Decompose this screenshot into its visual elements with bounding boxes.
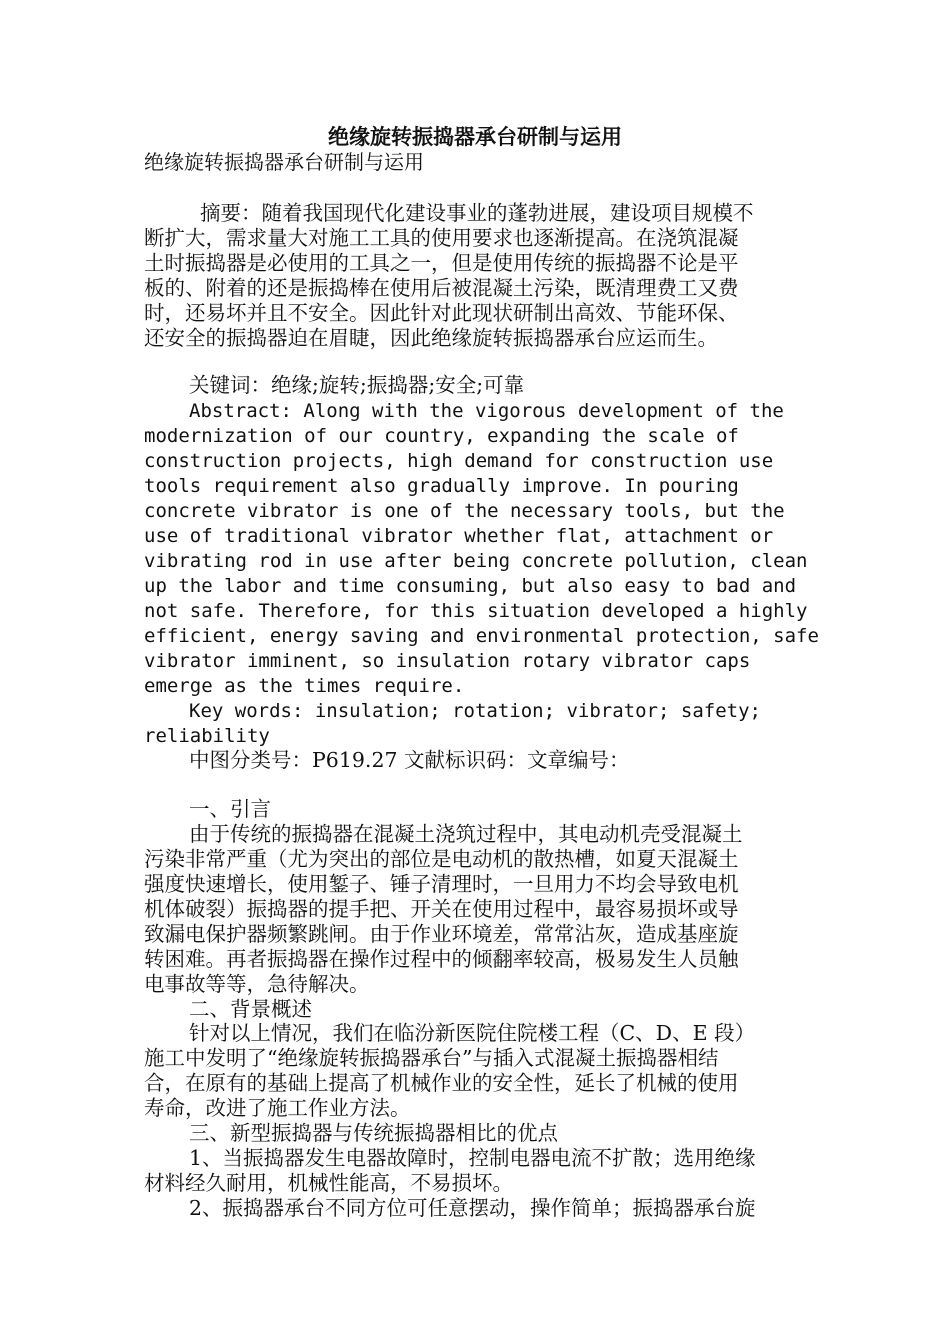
section-heading: 三、新型振捣器与传统振捣器相比的优点 bbox=[189, 1121, 558, 1145]
text-line: 污染非常严重（尤为突出的部位是电动机的散热槽，如夏天混凝土 bbox=[144, 847, 739, 871]
text-line: emerge as the times require. bbox=[144, 675, 465, 697]
text-line: 寿命，改进了施工作业方法。 bbox=[144, 1096, 411, 1120]
text-line: concrete vibrator is one of the necessary tools, but the bbox=[144, 500, 785, 522]
text-line: 针对以上情况，我们在临汾新医院住院楼工程（C、D、E 段） bbox=[189, 1021, 756, 1045]
text-line: reliability bbox=[144, 725, 270, 747]
text-line: 1、当振捣器发生电器故障时，控制电器电流不扩散；选用绝缘 bbox=[189, 1146, 756, 1170]
text-line: vibrating rod in use after being concrete pollution, clean bbox=[144, 550, 808, 572]
text-line: use of traditional vibrator whether flat, attachment or bbox=[144, 525, 774, 547]
text-line: 断扩大，需求量大对施工工具的使用要求也逐渐提高。在浇筑混凝 bbox=[144, 226, 739, 250]
keywords-line: 关键词：绝缘;旋转;振捣器;安全;可靠 bbox=[189, 373, 525, 397]
text-line: not safe. Therefore, for this situation developed a highly bbox=[144, 600, 808, 622]
text-line: Abstract: Along with the vigorous development of the bbox=[189, 400, 784, 422]
section-heading: 一、引言 bbox=[189, 797, 271, 821]
text-line: modernization of our country, expanding the scale of bbox=[144, 425, 739, 447]
document-title: 绝缘旋转振捣器承台研制与运用 bbox=[328, 125, 622, 149]
text-line: efficient, energy saving and environmental protection, safe bbox=[144, 625, 819, 647]
text-line: 时，还易坏并且不安全。因此针对此现状研制出高效、节能环保、 bbox=[144, 301, 739, 325]
text-line: 土时振捣器是必使用的工具之一，但是使用传统的振捣器不论是平 bbox=[144, 251, 739, 275]
text-line: 机体破裂）振捣器的提手把、开关在使用过程中，最容易损坏或导 bbox=[144, 897, 739, 921]
document-subtitle: 绝缘旋转振捣器承台研制与运用 bbox=[144, 150, 424, 174]
text-line: 由于传统的振捣器在混凝土浇筑过程中，其电动机壳受混凝土 bbox=[189, 822, 743, 846]
text-line: 材料经久耐用，机械性能高，不易损坏。 bbox=[144, 1171, 513, 1195]
text-line: construction projects, high demand for construction use bbox=[144, 450, 774, 472]
text-line: Key words: insulation; rotation; vibrator; safety; bbox=[189, 700, 761, 722]
text-line: 2、振捣器承台不同方位可任意摆动，操作简单；振捣器承台旋 bbox=[189, 1196, 756, 1220]
text-line: 电事故等等，急待解决。 bbox=[144, 972, 370, 996]
text-line: 施工中发明了“绝缘旋转振捣器承台”与插入式混凝土振捣器相结 bbox=[144, 1046, 719, 1070]
text-line: 摘要：随着我国现代化建设事业的蓬勃进展，建设项目规模不 bbox=[200, 201, 754, 225]
text-line: 合，在原有的基础上提高了机械作业的安全性，延长了机械的使用 bbox=[144, 1071, 739, 1095]
text-line: up the labor and time consuming, but also easy to bad and bbox=[144, 575, 797, 597]
section-heading: 二、背景概述 bbox=[189, 997, 312, 1021]
text-line: 致漏电保护器频繁跳闸。由于作业环境差，常常沾灰，造成基座旋 bbox=[144, 922, 739, 946]
text-line: 板的、附着的还是振捣棒在使用后被混凝土污染，既清理费工又费 bbox=[144, 276, 739, 300]
text-line: 强度快速增长，使用錾子、锤子清理时，一旦用力不均会导致电机 bbox=[144, 872, 739, 896]
text-line: tools requirement also gradually improve. In pouring bbox=[144, 475, 739, 497]
text-line: vibrator imminent, so insulation rotary vibrator caps bbox=[144, 650, 751, 672]
text-line: 还安全的振捣器迫在眉睫，因此绝缘旋转振捣器承台应运而生。 bbox=[144, 326, 718, 350]
text-line: 转困难。再者振捣器在操作过程中的倾翻率较高，极易发生人员触 bbox=[144, 947, 739, 971]
classification-line: 中图分类号：P619.27 文献标识码：文章编号： bbox=[189, 748, 630, 772]
